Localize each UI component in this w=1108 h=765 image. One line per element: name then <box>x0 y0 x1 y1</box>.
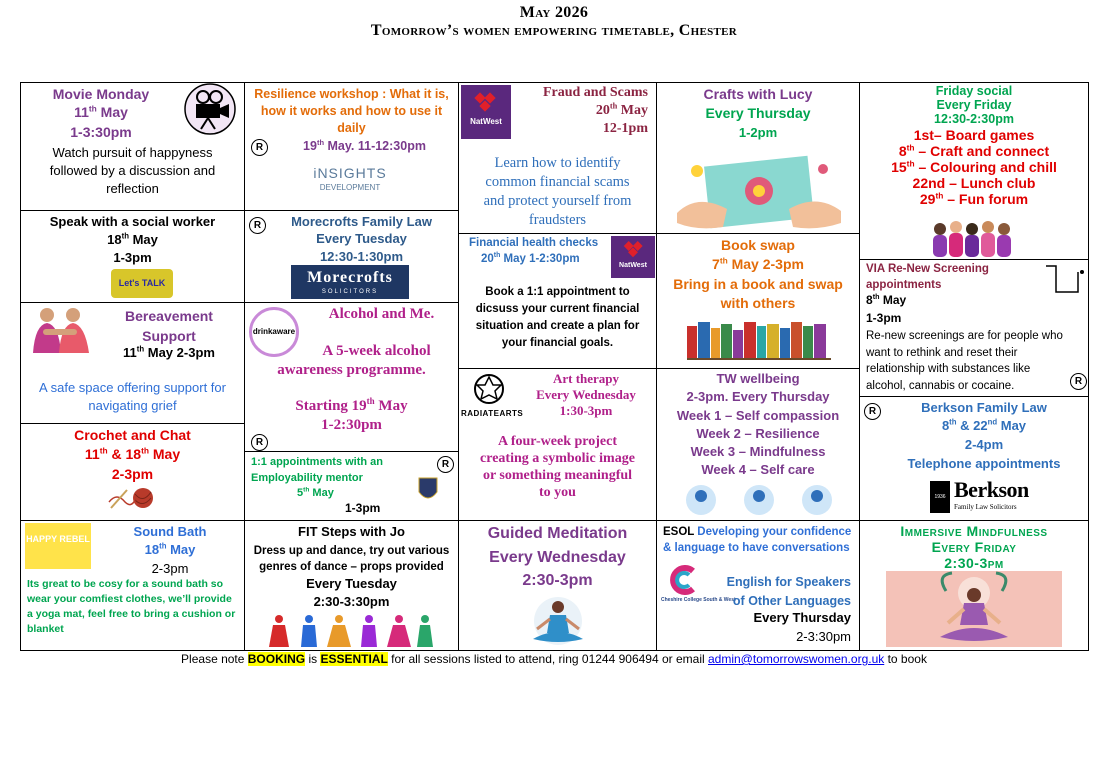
movie-time: 1-3:30pm <box>70 124 132 140</box>
morecrofts-logo: Morecrofts <box>291 265 409 299</box>
esol-time: 2-3:30pm <box>796 629 851 644</box>
radiate-arts-icon <box>473 373 505 405</box>
wellbeing-icons <box>679 483 839 517</box>
fit-steps-cell <box>244 520 459 651</box>
friday-title: Friday social <box>935 84 1013 98</box>
crochet-time: 2-3pm <box>111 466 154 482</box>
crochet-date: 11th & 18th May <box>84 445 181 462</box>
mindfulness-when: Every Friday <box>931 539 1017 555</box>
fraud-date: 20th May <box>595 101 648 118</box>
alcohol-time: 1-2:30pm <box>321 417 382 433</box>
alcohol-description: A 5-week alcohol awareness programme. <box>277 343 431 378</box>
meditation-image <box>523 595 593 647</box>
book-swap-title: Book swap <box>721 237 795 253</box>
crafts-when: Every Thursday <box>705 105 811 121</box>
berkson-since: 1936 <box>930 481 950 513</box>
happy-rebel-logo: HAPPY REBEL <box>25 523 91 569</box>
cheshire-college-label: Cheshire College South & West <box>661 597 736 603</box>
sound-title: Sound Bath <box>133 524 207 539</box>
financial-health-cell <box>458 233 657 369</box>
registered-icon: R <box>1070 373 1087 390</box>
lets-talk-logo: Let's TALK <box>111 269 173 298</box>
berkson-note: Telephone appointments <box>907 456 1061 471</box>
alcohol-start: Starting 19th May <box>295 396 408 414</box>
morecrofts-title: Morecrofts Family Law <box>291 214 432 229</box>
via-description: Re-new screenings are for people who want to rethink and reset their relationship with substances like alcohol, cannabis or cocaine. <box>866 330 1063 392</box>
tw-title: TW wellbeing <box>716 371 800 386</box>
employability-time: 1-3pm <box>345 501 381 515</box>
booking-highlight: BOOKING <box>247 652 306 666</box>
art-time: 1:30-3pm <box>559 403 613 418</box>
email-link[interactable]: admin@tomorrowswomen.org.uk <box>708 652 885 666</box>
employability-date: 5th May <box>297 486 334 499</box>
bereavement-date: 11th May 2-3pm <box>123 344 215 360</box>
via-logo <box>1044 262 1086 300</box>
sound-time: 2-3pm <box>151 561 189 576</box>
esol-title: ESOL Developing your confidence & language to have conversations <box>663 526 852 554</box>
natwest-logo: NatWest <box>461 85 511 139</box>
employability-title: 1:1 appointments with an Employability mentor <box>251 456 384 484</box>
friday-weeks: 1st– Board games 8th – Craft and connect 15th – Colouring and chill 22nd – Lunch club 29th – Fun forum <box>891 127 1057 207</box>
via-time: 1-3pm <box>866 311 902 325</box>
fit-title: FIT Steps with Jo <box>298 524 405 539</box>
bereavement-title: Bereavement Support <box>125 308 213 344</box>
friday-time: 12:30-2:30pm <box>934 112 1014 126</box>
via-date: 8th May <box>866 292 907 307</box>
craft-hands-image <box>677 153 841 231</box>
mindfulness-cell <box>859 520 1089 651</box>
esol-when: Every Thursday <box>753 610 851 625</box>
morecrofts-when: Every Tuesday <box>316 231 407 246</box>
people-hugging-image <box>29 305 93 353</box>
via-cell <box>859 259 1089 397</box>
employability-cell <box>244 451 459 521</box>
social-worker-title: Speak with a social worker <box>49 214 216 229</box>
movie-monday-cell <box>20 82 245 211</box>
morecrofts-time: 12:30-1:30pm <box>319 249 404 264</box>
via-title: VIA Re-New Screening appointments <box>866 263 989 291</box>
movie-date: 11th May <box>74 103 128 120</box>
fit-description: Dress up and dance, try out various genres of dance – props provided <box>253 545 450 573</box>
morecrofts-cell <box>244 210 459 303</box>
fin-health-date: 20th May 1-2:30pm <box>481 252 580 265</box>
morecrofts-logo-sub: SOLICITORS <box>321 289 379 295</box>
esol-cell <box>656 520 860 651</box>
movie-title: Movie Monday <box>52 86 150 102</box>
book-swap-description: Bring in a book and swap with others <box>673 276 843 311</box>
insights-logo: iNSIGHTS <box>313 165 387 181</box>
meditation-time: 2:30-3pm <box>522 572 593 589</box>
alcohol-cell <box>244 302 459 452</box>
berkson-date: 8th & 22nd May <box>941 417 1027 433</box>
people-group-image <box>932 217 1018 257</box>
resilience-title: Resilience workshop : What it is, how it works and how to use it daily <box>254 87 449 135</box>
registered-icon: R <box>251 139 268 156</box>
month-title: May 2026 <box>519 4 589 21</box>
crochet-title: Crochet and Chat <box>74 427 191 443</box>
fraud-cell <box>458 82 657 234</box>
berkson-title: Berkson Family Law <box>921 400 1047 415</box>
crafts-title: Crafts with Lucy <box>703 86 813 102</box>
fraud-title: Fraud and Scams <box>542 85 648 100</box>
essential-highlight: ESSENTIAL <box>320 652 388 666</box>
natwest-logo: NatWest <box>611 236 655 278</box>
art-title: Art therapy <box>552 371 620 386</box>
berkson-cell <box>859 396 1089 521</box>
tw-weeks: Week 1 – Self compassion Week 2 – Resilience Week 3 – Mindfulness Week 4 – Self care <box>676 408 840 477</box>
meditation-title: Guided Meditation <box>487 525 628 542</box>
social-worker-cell <box>20 210 245 303</box>
cheshire-college-logo <box>667 565 701 595</box>
book-swap-date: 7th May 2-3pm <box>712 255 804 272</box>
social-worker-time: 1-3pm <box>113 250 152 265</box>
book-swap-cell <box>656 233 860 369</box>
registered-icon: R <box>864 403 881 420</box>
yarn-icon <box>107 484 161 512</box>
booking-footer: Please note BOOKING is ESSENTIAL for all sessions listed to attend, ring 01244 906494 or email admin@tomorrowswomen.org.uk to book <box>181 652 927 666</box>
tw-when: 2-3pm. Every Thursday <box>686 389 830 404</box>
crochet-cell <box>20 423 245 521</box>
registered-icon: R <box>437 456 454 473</box>
art-description: A four-week project creating a symbolic image or something meaningful to you <box>480 434 635 500</box>
fin-health-description: Book a 1:1 appointment to dicsuss your current financial situation and create a plan for your financial goals. <box>475 286 640 349</box>
resilience-cell <box>244 82 459 211</box>
meditation-cell <box>458 520 657 651</box>
esol-subtitle: English for Speakers of Other Languages <box>726 575 851 608</box>
sound-description: Its great to be cosy for a sound bath so wear your comfiest clothes, we’ll provide a yoga mat, feel free to bring a cushion or blanket <box>27 578 236 635</box>
resilience-date: 19th May. 11-12:30pm <box>303 137 426 153</box>
projector-icon <box>183 83 237 135</box>
registered-icon: R <box>251 434 268 451</box>
sound-date: 18th May <box>144 541 196 557</box>
dancers-image <box>265 613 435 649</box>
crafts-time: 1-2pm <box>738 125 778 140</box>
social-worker-date: 18th May <box>107 231 158 247</box>
art-therapy-cell <box>458 368 657 521</box>
mindfulness-time: 2:30-3pm <box>944 555 1004 571</box>
fin-health-title: Financial health checks <box>469 237 599 249</box>
bereavement-cell <box>20 302 245 424</box>
mindfulness-title: Immersive Mindfulness <box>900 523 1048 539</box>
friday-when: Every Friday <box>936 98 1012 112</box>
berkson-logo-sub: Family Law Solicitors <box>954 503 1017 511</box>
alcohol-title: Alcohol and Me. <box>328 306 435 322</box>
mindfulness-image <box>886 571 1062 647</box>
page-subtitle: Tomorrow’s women empowering timetable, Chester <box>370 22 738 39</box>
crafts-cell <box>656 82 860 234</box>
berkson-logo: Berkson <box>954 477 1029 502</box>
drinkaware-logo: drinkaware <box>249 307 299 357</box>
fraud-time: 12-1pm <box>602 121 648 136</box>
books-image <box>687 320 831 360</box>
tw-wellbeing-cell <box>656 368 860 521</box>
fit-time: 2:30-3:30pm <box>313 594 390 609</box>
movie-description: Watch pursuit of happyness followed by a discussion and reflection <box>49 145 216 196</box>
registered-icon: R <box>249 217 266 234</box>
crest-logo <box>417 476 439 506</box>
bereavement-description: A safe space offering support for navigating grief <box>39 380 226 413</box>
radiate-arts-logo: RADIATEARTS <box>461 409 524 418</box>
art-when: Every Wednesday <box>536 387 636 402</box>
fit-when: Every Tuesday <box>306 576 397 591</box>
berkson-time: 2-4pm <box>964 437 1004 452</box>
insights-logo-sub: DEVELOPMENT <box>319 183 381 192</box>
friday-social-cell <box>859 82 1089 260</box>
fraud-description: Learn how to identify common financial scams and protect yourself from fraudsters <box>483 155 632 228</box>
sound-bath-cell <box>20 520 245 651</box>
meditation-when: Every Wednesday <box>489 549 626 566</box>
